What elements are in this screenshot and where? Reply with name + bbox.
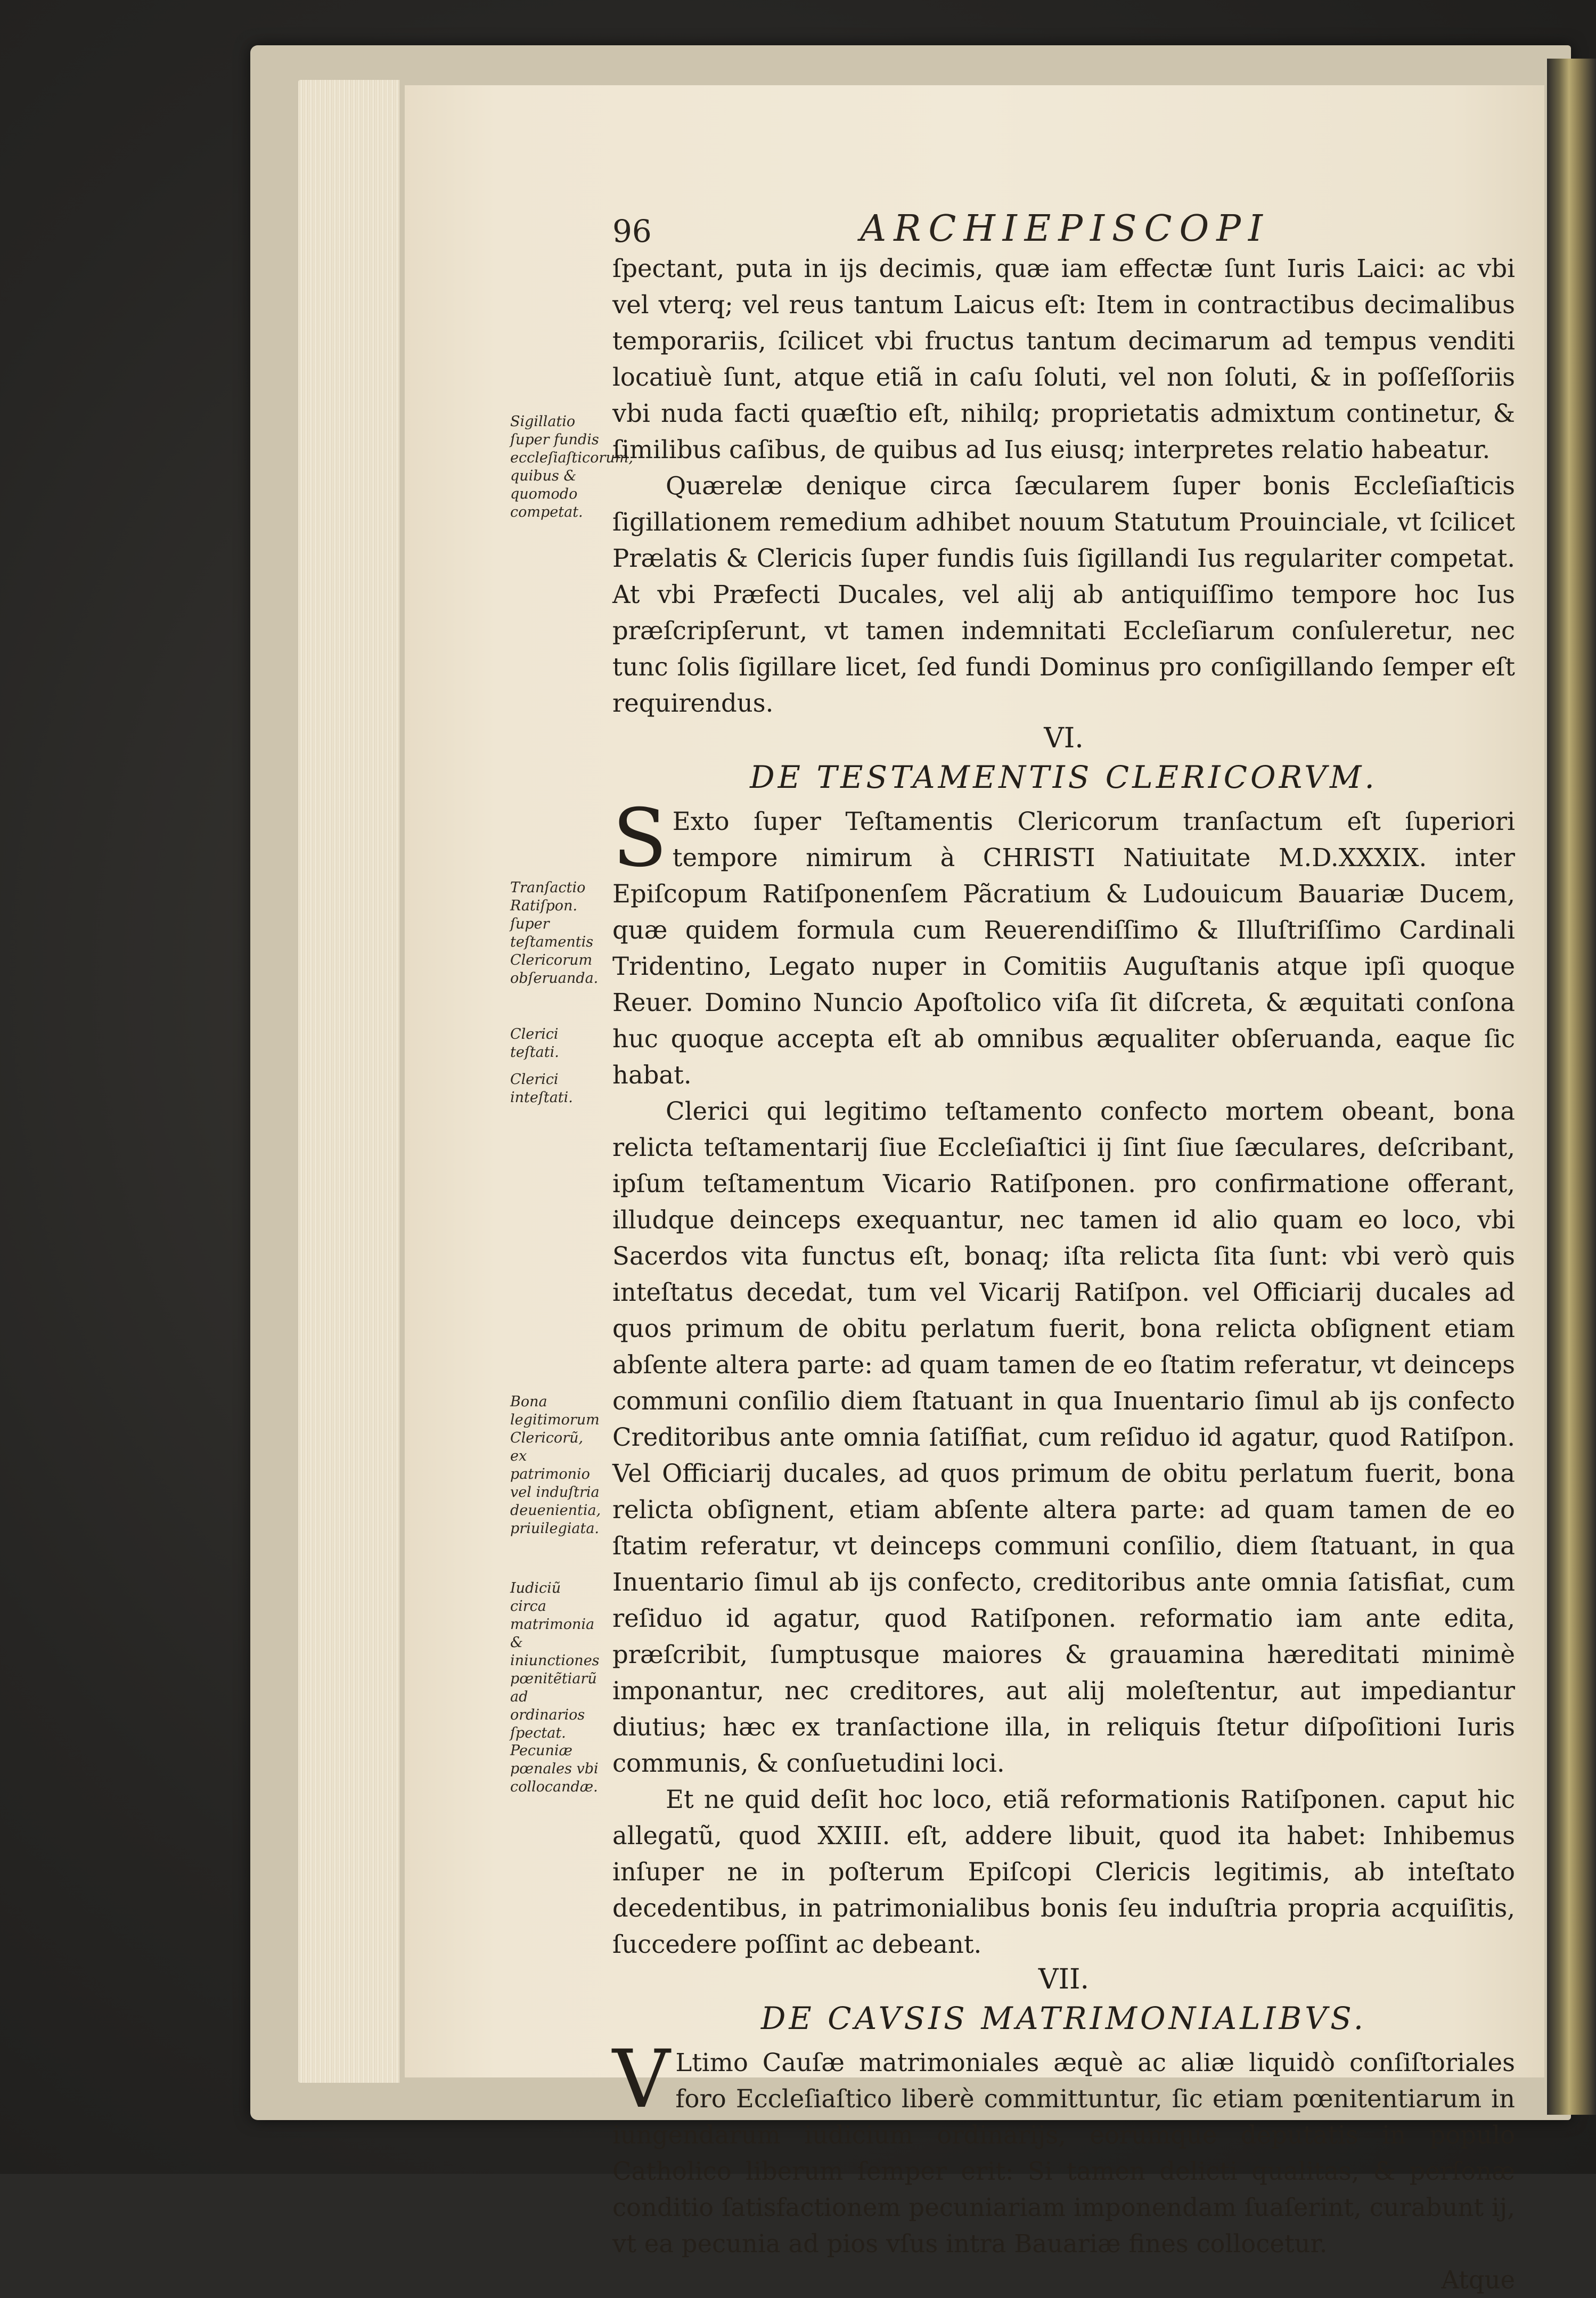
facing-page-edge <box>1547 59 1596 2115</box>
paragraph-5: Et ne quid deſit hoc loco, etiã reformationis Ratiſponen. caput hic allegatũ, quod XXIII. eſt, addere libuit, quod ita habet: Inhibemus inſuper ne in poſterum Epiſcopi Clericis legitimis, ab inteſtato decedentibus, in patrimonialibus bonis ſeu induſtria propria acquiſitis, ſuccedere poſſint ac debeant. <box>612 1785 1515 1959</box>
margin-note-clerici-intestati: Clerici inteſtati. <box>510 1071 573 1106</box>
section-7-number: VII. <box>1038 1963 1090 1995</box>
paragraph-4: Clerici qui legitimo teſtamento confecto mortem obeant, bona relicta teſtamentarij ſiue Eccleſiaſtici ij ſint ſiue ſæculares, deſcribant, ipſum teſtamentum Vicario Ratiſponen. pro confirmatione offerant, illudque deinceps exequantur, nec tamen id alio quam eo loco, vbi Sacerdos vita functus eſt, bonaq; iſta relicta ſita ſunt: vbi verò quis inteſtatus decedat, tum vel Vicarij Ratiſpon. vel Officiarij ducales ad quos primum de obitu perlatum fuerit, bona relicta obſignent etiam abſente altera parte: ad quam tamen de eo ſtatim referatur, vt deinceps communi conſilio diem ſtatuant in qua Inuentario ſimul ab ijs confecto Creditoribus ante omnia ſatiſfiat, cum reſiduo id agatur, quod Ratiſpon. Vel Officiarij ducales, ad quos primum de obitu perlatum fuerit, bona relicta obſignent, etiam abſente altera parte: ad quam tamen de eo ſtatim referatur, vt deinceps communi conſilio, diem ſtatuant, in qua Inuentario ſimul ab ijs confecto, creditoribus ante omnia ſatisfiat, cum reſiduo id agatur, quod Ratiſponen. reformatio iam ante edita, præſcribit, ſumptusque maiores & grauamina hæreditati minimè imponantur, nec creditores, aut alij moleſtentur, aut impediantur diutius; hæc ex tranſactione illa, in reliquis ſtetur diſpoſitioni Iuris communis, & conſuetudini loci. <box>612 1097 1515 1778</box>
margin-note-sigillatio: Sigillatio ſuper fundis eccleſiaſticorum, quibus & quomodo competat. <box>510 413 633 520</box>
page-number: 96 <box>612 213 652 249</box>
main-text <box>612 250 1515 2298</box>
section-7-title: DE CAVSIS MATRIMONIALIBVS. <box>760 2000 1367 2036</box>
paragraph-3 <box>612 792 1515 1093</box>
paragraph-6 <box>612 2033 1515 2262</box>
paragraph-2: Quærelæ denique circa ſæcularem ſuper bonis Eccleſiaſticis ſigillationem remedium adhibet nouum Statutum Prouinciale, vt ſcilicet Prælatis & Clericis ſuper fundis ſuis ſigillandi Ius regulariter competat. At vbi Præfecti Ducales, vel alij ab antiquiſſimo tempore hoc Ius præſcripſerunt, vt tamen indemnitati Eccleſiarum conſuleretur, nec tunc ſolis ſigillare licet, ſed fundi Dominus pro conſigillando ſemper eſt requirendus. <box>612 471 1515 718</box>
paragraph-1: ſpectant, puta in ijs decimis, quæ iam effectæ ſunt Iuris Laici: ac vbi vel vterq; vel reus tantum Laicus eſt: Item in contractibus decimalibus temporariis, ſcilicet vbi fructus tantum decimarum ad tempus venditi locatiuè ſunt, atque etiã in caſu ſoluti, vel non ſoluti, & in poſſeſſoriis vbi nuda facti quæſtio eſt, nihilq; proprietatis admixtum continetur, & ſimilibus caſibus, de quibus ad Ius eiusq; interpretes relatio habeatur. <box>612 254 1515 464</box>
catchword: Atque <box>1441 2266 1515 2294</box>
margin-note-bona-legitimorum: Bona legitimorum Clericorũ, ex patrimonio vel induſtria deuenientia, priuilegiata. <box>510 1394 601 1537</box>
drop-cap-s: S <box>612 792 667 885</box>
page-edges <box>298 80 399 2083</box>
section-6-number: VI. <box>1044 722 1084 754</box>
margin-note-pecuniae: Pecuniæ pœnales vbi collocandæ. <box>510 1742 599 1795</box>
page-header <box>612 208 1518 256</box>
margin-note-transactio: Tranſactio Ratiſpon. ſuper teſtamentis Clericorum obſeruanda. <box>510 879 599 987</box>
margin-note-clerici-testati: Clerici teſtati. <box>510 1026 559 1061</box>
margin-note-iudicium: Iudiciũ circa matrimonia & iniunctiones pœnitẽtiarũ ad ordinarios ſpectat. <box>510 1580 600 1741</box>
drop-cap-v: V <box>612 2033 670 2126</box>
paragraph-3-text: Exto ſuper Teſtamentis Clericorum tranſactum eſt ſuperiori tempore nimirum à CHRISTI Natiuitate M.D.XXXIX. inter Epiſcopum Ratiſponenſem Pãcratium & Ludouicum Bauariæ Ducem, quæ quidem formula cum Reuerendiſſimo & Illuſtriſſimo Cardinali Tridentino, Legato nuper in Comitiis Auguſtanis atque ipſi quoque Reuer. Domino Nuncio Apoſtolico viſa ſit diſcreta, & æquitati conſona huc quoque accepta eſt ab omnibus æqualiter obſeruanda, eaque ſic habat. <box>612 807 1515 1089</box>
paragraph-6-text: Ltimo Cauſæ matrimoniales æquè ac aliæ liquidò conſiſtoriales foro Eccleſiaſtico liberè committuntur, ſic etiam pœnitentiarum in iungendarum iudicium ordinarijs, eorumque deputatis in populo Catholico liberum ſemper erit: Si tamen delicti qualitas, & perſonæ conditio ſatisfactionem pecuniariam imponendam ſuaſerint, curabunt ij, vt ea pecunia ad pios vſus intra Bauariæ fines collocetur. <box>612 2048 1515 2258</box>
running-head: ARCHIEPISCOPI <box>860 208 1270 250</box>
section-6-title: DE TESTAMENTIS CLERICORVM. <box>750 759 1378 795</box>
